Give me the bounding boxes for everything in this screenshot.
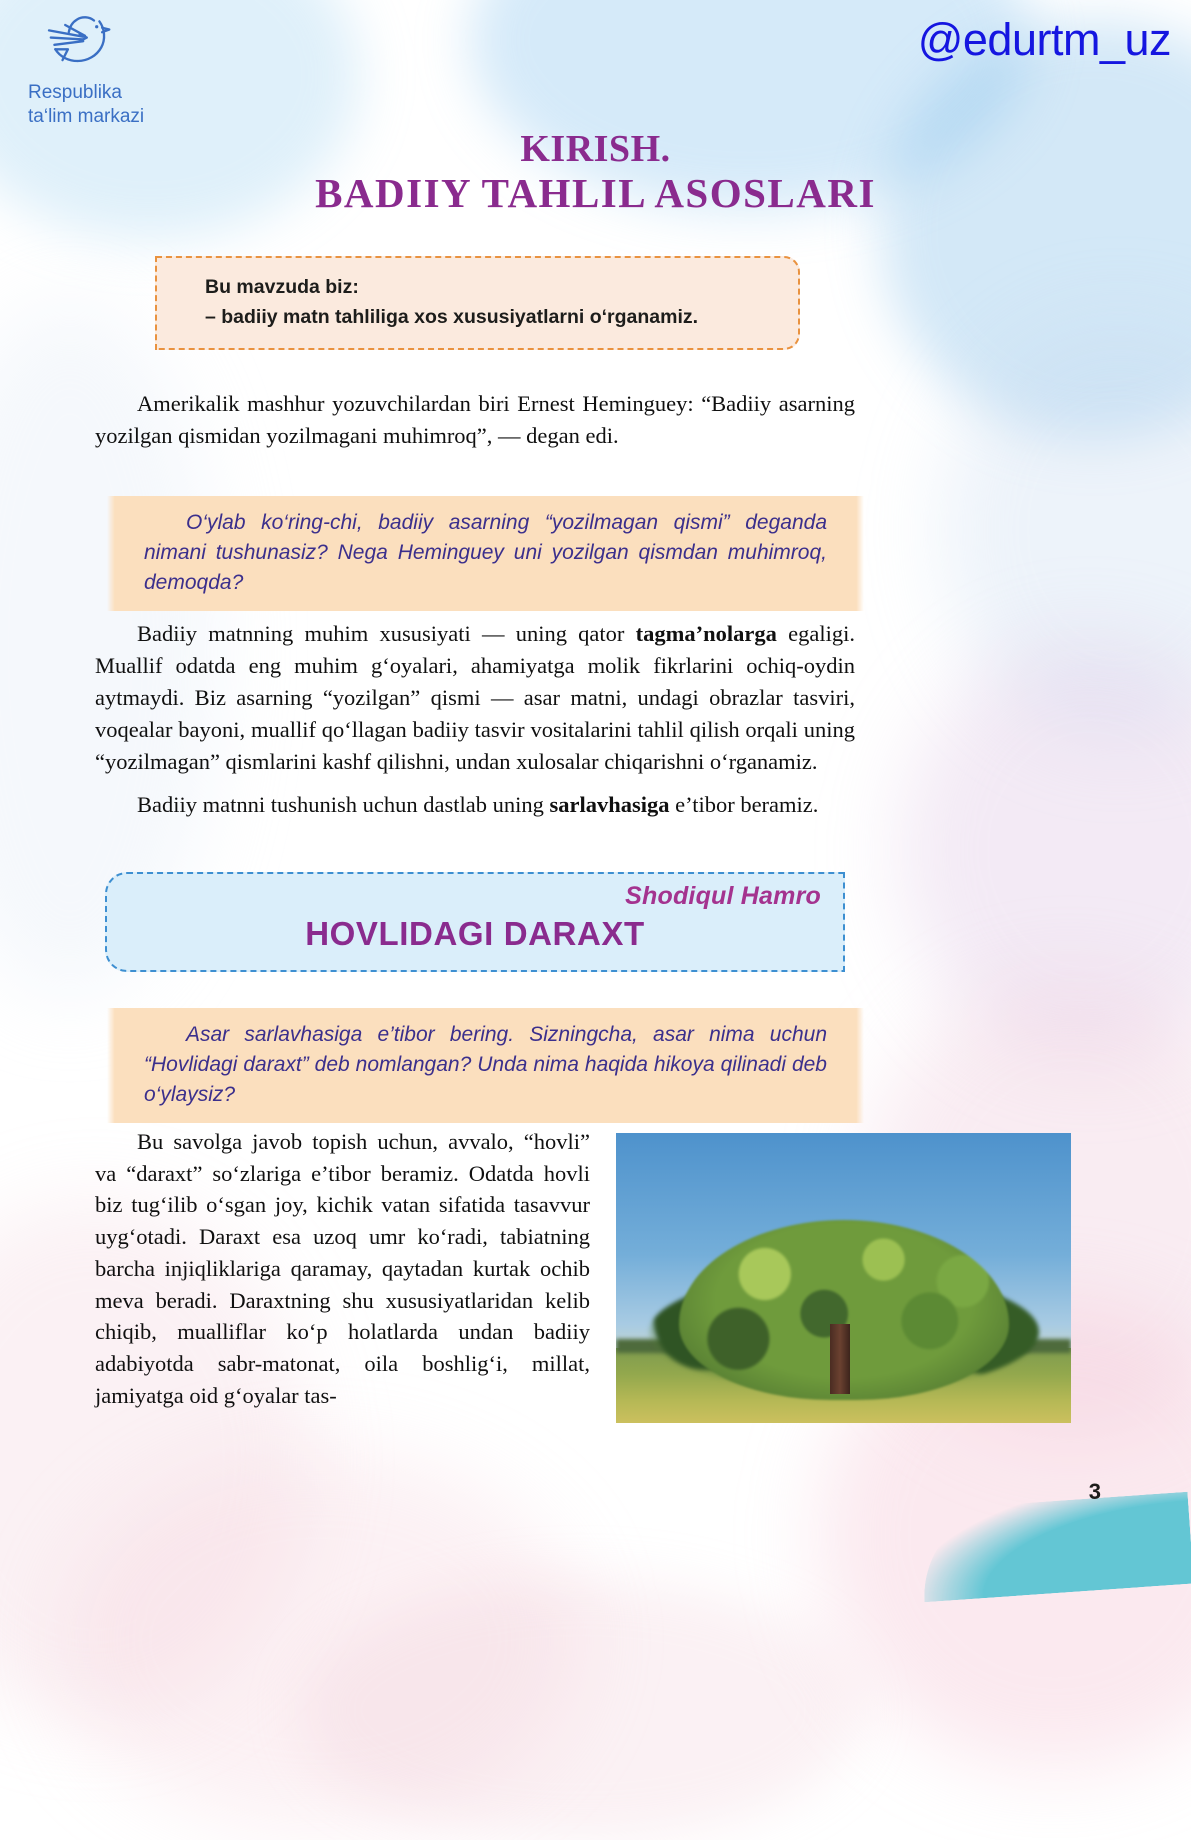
- page-number: 3: [1088, 1479, 1101, 1504]
- story-title-box: [105, 872, 845, 972]
- channel-handle-watermark: @edurtm_uz: [917, 14, 1171, 65]
- page-title-line-1: KIRISH.: [520, 128, 671, 170]
- story-title: HOVLIDAGI DARAXT: [305, 915, 645, 952]
- paragraph-intro-text: Amerikalik mashhur yozuvchilardan biri Ernest Heminguey: “Badiiy asarning yozilgan qismidan yozilmagani muhimroq”, — degan edi.: [95, 391, 855, 448]
- dove-bird-icon: [40, 12, 112, 74]
- lesson-objectives-box: [155, 256, 800, 350]
- reflection-question-2-text: Asar sarlavhasiga e’tibor bering. Sizningcha, asar nima uchun “Hovlidagi daraxt” deb nomlangan? Unda nima haqida hikoya qilinadi deb o‘ylaysiz?: [144, 1023, 827, 1106]
- objectives-item-1: – badiiy matn tahliliga xos xususiyatlarni o‘rganamiz.: [205, 306, 699, 329]
- objectives-heading: Bu mavzuda biz:: [205, 276, 359, 298]
- paragraph-analysis-text: Bu savolga javob topish uchun, avvalo, “hovli” va “daraxt” so‘zlariga e’tibor beramiz. Odatda hovli biz tug‘ilib o‘sgan joy, kichik vatan sifatida tasavvur uyg‘otadi. Daraxt esa uzoq umr ko‘radi, tabiatning barcha injiqliklariga qaramay, qaytadan kurtak ochib meva beradi. Daraxtning shu xususiyatlaridan kelib chiqib, mualliflar ko‘p holatlarda undan badiiy adabiyotda sabr-matonat, oila boshlig‘i, millat, jamiyatga oid g‘oyalar tas-: [95, 1129, 590, 1408]
- logo-line-2: ta‘lim markazi: [28, 106, 145, 128]
- paragraph-headline-lead: Badiiy matnni tushunish uchun dastlab uning: [137, 792, 550, 817]
- reflection-question-1-text: O‘ylab ko‘ring-chi, badiiy asarning “yozilmagan qismi” deganda nimani tushunasiz? Nega Heminguey uni yozilgan qismdan muhimroq, demoqda?: [144, 511, 827, 594]
- reflection-question-box-1: [118, 496, 853, 611]
- page-title: [0, 128, 1191, 216]
- paragraph-subtext-rest: egaligi. Muallif odatda eng muhim g‘oyalari, ahamiyatga molik fikrlarini ochiq-oydin aytmaydi. Biz asarning “yozilgan” qismi — asar matni, undagi obrazlar tasviri, voqealar bayoni, muallif qo‘llagan badiiy tasvir vositalarini tahlil qilish orqali uning “yozilmagan” qismlarini kashf qilishni, undan xulosalar chiqarishni o‘rganamiz.: [95, 621, 855, 774]
- paragraph-subtext-keyword: tagma’nolarga: [635, 621, 777, 646]
- paragraph-analysis: [95, 1126, 590, 1411]
- paragraph-subtext: [95, 618, 855, 778]
- footer-swoosh-decoration: [918, 1492, 1191, 1603]
- paragraph-intro: [95, 388, 855, 452]
- logo-text: [26, 81, 191, 130]
- paragraph-subtext-lead: Badiiy matnning muhim xususiyati — uning qator: [137, 621, 636, 646]
- publisher-logo: [26, 12, 191, 130]
- photo-tree-trunk: [830, 1324, 850, 1394]
- logo-line-1: Respublika: [28, 82, 122, 103]
- paragraph-headline: [95, 789, 855, 821]
- reflection-question-box-2: [118, 1008, 853, 1123]
- tree-photo: [616, 1133, 1071, 1423]
- page-title-line-2: BADIIY TAHLIL ASOSLARI: [315, 169, 876, 216]
- paragraph-headline-keyword: sarlavhasiga: [549, 792, 670, 817]
- story-author: Shodiqul Hamro: [625, 882, 821, 910]
- paragraph-headline-rest: e’tibor beramiz.: [669, 792, 819, 817]
